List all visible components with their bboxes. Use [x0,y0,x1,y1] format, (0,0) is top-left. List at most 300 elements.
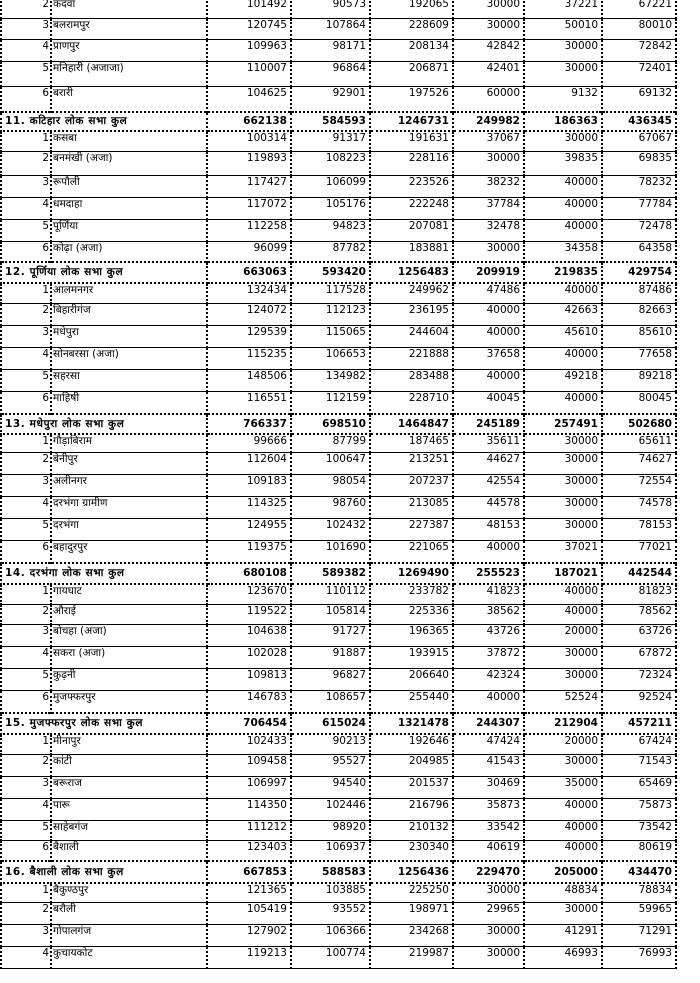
serial-number-cell: 4 [1,947,51,969]
assembly-name-cell: औराई [51,605,207,625]
assembly-name-cell: बरारी [51,87,207,112]
value-cell-col-2: 102432 [291,519,370,541]
assembly-name-cell: मीनापुर [51,734,207,755]
table-row [1,519,676,541]
value-cell-col-6: 80045 [602,392,676,414]
value-cell-col-4: 42401 [453,62,524,87]
table-row [1,370,676,392]
value-cell-col-3: 249962 [370,283,453,304]
value-cell-col-5: 212904 [524,713,602,734]
serial-number-cell: 1 [1,734,51,755]
value-cell-col-3: 244604 [370,326,453,348]
value-cell-col-5: 257491 [524,414,602,434]
value-cell-col-3: 221888 [370,348,453,370]
value-cell-col-3: 206640 [370,669,453,691]
value-cell-col-6: 89218 [602,370,676,392]
value-cell-col-2: 106099 [291,176,370,198]
assembly-name-cell: बहादुरपुर [51,541,207,563]
value-cell-col-5: 30000 [524,453,602,475]
value-cell-col-5: 52524 [524,691,602,713]
constituency-total-label: 16. बैशाली लोक सभा कुल [1,861,207,883]
table-row [1,475,676,497]
value-cell-col-5: 46993 [524,947,602,969]
value-cell-col-4: 245189 [453,414,524,434]
value-cell-col-2: 108657 [291,691,370,713]
value-cell-col-3: 225250 [370,883,453,903]
value-cell-col-5: 35000 [524,777,602,799]
assembly-name-cell: सोनबरसा (अजा) [51,348,207,370]
value-cell-col-3: 1321478 [370,713,453,734]
value-cell-col-4: 60000 [453,87,524,112]
serial-number-cell: 6 [1,691,51,713]
value-cell-col-1: 109458 [207,755,291,777]
value-cell-col-2: 108223 [291,152,370,176]
value-cell-col-3: 193915 [370,647,453,669]
serial-number-cell: 6 [1,87,51,112]
assembly-name-cell: कोढ़ा (अजा) [51,242,207,262]
table-row [1,605,676,625]
value-cell-col-6: 77658 [602,348,676,370]
serial-number-cell: 3 [1,625,51,647]
assembly-name-cell: मधेपुरा [51,326,207,348]
value-cell-col-1: 124072 [207,304,291,326]
value-cell-col-1: 706454 [207,713,291,734]
value-cell-col-1: 117427 [207,176,291,198]
value-cell-col-2: 87799 [291,434,370,453]
value-cell-col-5: 30000 [524,434,602,453]
value-cell-col-1: 104638 [207,625,291,647]
value-cell-col-3: 192646 [370,734,453,755]
value-cell-col-6: 436345 [602,112,676,131]
assembly-name-cell: मनिहारी (अजाजा) [51,62,207,87]
value-cell-col-5: 42663 [524,304,602,326]
value-cell-col-6: 67221 [602,0,676,19]
value-cell-col-2: 106653 [291,348,370,370]
value-cell-col-1: 119522 [207,605,291,625]
serial-number-cell: 2 [1,152,51,176]
value-cell-col-5: 41291 [524,925,602,947]
value-cell-col-5: 49218 [524,370,602,392]
assembly-name-cell: बैशाली [51,841,207,861]
value-cell-col-6: 71291 [602,925,676,947]
value-cell-col-4: 44578 [453,497,524,519]
value-cell-col-2: 105814 [291,605,370,625]
value-cell-col-6: 77784 [602,198,676,220]
value-cell-col-4: 41543 [453,755,524,777]
value-cell-col-6: 457211 [602,713,676,734]
value-cell-col-3: 191631 [370,131,453,152]
assembly-name-cell: कांटी [51,755,207,777]
value-cell-col-6: 85610 [602,326,676,348]
value-cell-col-1: 121365 [207,883,291,903]
value-cell-col-5: 37021 [524,541,602,563]
value-cell-col-2: 110112 [291,584,370,605]
value-cell-col-3: 206871 [370,62,453,87]
assembly-name-cell: पारू [51,799,207,821]
value-cell-col-5: 30000 [524,40,602,62]
serial-number-cell: 5 [1,220,51,242]
value-cell-col-4: 229470 [453,861,524,883]
serial-number-cell: 4 [1,647,51,669]
assembly-name-cell: बैकुण्ठपुर [51,883,207,903]
table-row [1,647,676,669]
value-cell-col-4: 244307 [453,713,524,734]
value-cell-col-2: 134982 [291,370,370,392]
value-cell-col-4: 30000 [453,242,524,262]
serial-number-cell: 3 [1,176,51,198]
value-cell-col-6: 65611 [602,434,676,453]
value-cell-col-1: 129539 [207,326,291,348]
value-cell-col-2: 96864 [291,62,370,87]
table-row [1,283,676,304]
assembly-name-cell: रूपौली [51,176,207,198]
value-cell-col-2: 96827 [291,669,370,691]
table-row [1,755,676,777]
value-cell-col-3: 216796 [370,799,453,821]
value-cell-col-4: 30000 [453,947,524,969]
value-cell-col-2: 98920 [291,821,370,841]
value-cell-col-6: 78834 [602,883,676,903]
value-cell-col-3: 1246731 [370,112,453,131]
serial-number-cell: 4 [1,348,51,370]
value-cell-col-4: 47486 [453,283,524,304]
value-cell-col-3: 228609 [370,19,453,40]
value-cell-col-5: 40000 [524,198,602,220]
value-cell-col-6: 67872 [602,647,676,669]
table-row [1,220,676,242]
value-cell-col-5: 186363 [524,112,602,131]
table-row [1,40,676,62]
value-cell-col-3: 1269490 [370,563,453,584]
value-cell-col-4: 30000 [453,19,524,40]
serial-number-cell: 3 [1,475,51,497]
value-cell-col-1: 112604 [207,453,291,475]
value-cell-col-2: 90213 [291,734,370,755]
value-cell-col-1: 99666 [207,434,291,453]
value-cell-col-5: 30000 [524,131,602,152]
table-row [1,176,676,198]
value-cell-col-1: 116551 [207,392,291,414]
value-cell-col-2: 106937 [291,841,370,861]
value-cell-col-5: 34358 [524,242,602,262]
assembly-name-cell: आलमनगर [51,283,207,304]
value-cell-col-5: 40000 [524,584,602,605]
value-cell-col-5: 205000 [524,861,602,883]
serial-number-cell: 5 [1,370,51,392]
assembly-name-cell: बलरामपुर [51,19,207,40]
value-cell-col-3: 255440 [370,691,453,713]
value-cell-col-1: 105419 [207,903,291,925]
value-cell-col-2: 94823 [291,220,370,242]
table-row [1,326,676,348]
value-cell-col-5: 40000 [524,283,602,304]
value-cell-col-2: 615024 [291,713,370,734]
value-cell-col-6: 442544 [602,563,676,584]
value-cell-col-6: 63726 [602,625,676,647]
value-cell-col-2: 584593 [291,112,370,131]
constituency-total-row [1,262,676,283]
value-cell-col-2: 115065 [291,326,370,348]
table-row [1,131,676,152]
assembly-name-cell: कुचायकोट [51,947,207,969]
table-row [1,691,676,713]
value-cell-col-4: 38232 [453,176,524,198]
value-cell-col-4: 42554 [453,475,524,497]
value-cell-col-6: 87486 [602,283,676,304]
value-cell-col-6: 76993 [602,947,676,969]
assembly-name-cell: पूर्णिया [51,220,207,242]
serial-number-cell: 2 [1,0,51,19]
value-cell-col-4: 40000 [453,541,524,563]
value-cell-col-1: 101492 [207,0,291,19]
value-cell-col-1: 119893 [207,152,291,176]
value-cell-col-4: 37658 [453,348,524,370]
constituency-total-row [1,713,676,734]
value-cell-col-6: 80010 [602,19,676,40]
value-cell-col-1: 112258 [207,220,291,242]
value-cell-col-2: 93552 [291,903,370,925]
value-cell-col-6: 74578 [602,497,676,519]
value-cell-col-4: 37872 [453,647,524,669]
value-cell-col-3: 183881 [370,242,453,262]
value-cell-col-4: 30469 [453,777,524,799]
assembly-name-cell: दरभंगा ग्रामीण [51,497,207,519]
value-cell-col-2: 91727 [291,625,370,647]
value-cell-col-4: 43726 [453,625,524,647]
serial-number-cell: 5 [1,62,51,87]
value-cell-col-4: 35611 [453,434,524,453]
value-cell-col-2: 98054 [291,475,370,497]
table-row [1,392,676,414]
value-cell-col-5: 40000 [524,392,602,414]
serial-number-cell: 3 [1,777,51,799]
value-cell-col-6: 80619 [602,841,676,861]
value-cell-col-1: 119375 [207,541,291,563]
table-row [1,584,676,605]
value-cell-col-6: 71543 [602,755,676,777]
value-cell-col-4: 42842 [453,40,524,62]
value-cell-col-3: 234268 [370,925,453,947]
table-row [1,348,676,370]
assembly-name-cell: प्राणपुर [51,40,207,62]
value-cell-col-4: 30000 [453,152,524,176]
constituency-total-row [1,414,676,434]
value-cell-col-1: 119213 [207,947,291,969]
value-cell-col-2: 105176 [291,198,370,220]
value-cell-col-2: 98760 [291,497,370,519]
constituency-total-label: 14. दरभंगा लोक सभा कुल [1,563,207,584]
value-cell-col-1: 115235 [207,348,291,370]
table-row [1,198,676,220]
assembly-name-cell: बरूराज [51,777,207,799]
table-row [1,841,676,861]
value-cell-col-3: 208134 [370,40,453,62]
value-cell-col-6: 72401 [602,62,676,87]
value-cell-col-1: 111212 [207,821,291,841]
value-cell-col-1: 123403 [207,841,291,861]
value-cell-col-2: 101690 [291,541,370,563]
value-cell-col-1: 106997 [207,777,291,799]
table-row [1,777,676,799]
value-cell-col-6: 78562 [602,605,676,625]
value-cell-col-1: 766337 [207,414,291,434]
assembly-name-cell: दरभंगा [51,519,207,541]
value-cell-col-4: 40000 [453,304,524,326]
value-cell-col-3: 236195 [370,304,453,326]
value-cell-col-4: 47424 [453,734,524,755]
assembly-name-cell: बरौली [51,903,207,925]
value-cell-col-1: 120745 [207,19,291,40]
value-cell-col-3: 227387 [370,519,453,541]
value-cell-col-4: 255523 [453,563,524,584]
constituency-total-label: 11. कटिहार लोक सभा कुल [1,112,207,131]
value-cell-col-2: 112159 [291,392,370,414]
value-cell-col-5: 30000 [524,647,602,669]
serial-number-cell: 4 [1,799,51,821]
value-cell-col-3: 219987 [370,947,453,969]
value-cell-col-2: 103885 [291,883,370,903]
value-cell-col-6: 78153 [602,519,676,541]
table-row [1,925,676,947]
serial-number-cell: 2 [1,453,51,475]
value-cell-col-2: 593420 [291,262,370,283]
value-cell-col-4: 29965 [453,903,524,925]
value-cell-col-2: 91317 [291,131,370,152]
value-cell-col-4: 40000 [453,691,524,713]
value-cell-col-2: 100647 [291,453,370,475]
table-row [1,434,676,453]
value-cell-col-4: 41823 [453,584,524,605]
value-cell-col-5: 40000 [524,176,602,198]
value-cell-col-2: 698510 [291,414,370,434]
value-cell-col-5: 30000 [524,475,602,497]
value-cell-col-2: 117528 [291,283,370,304]
value-cell-col-5: 45610 [524,326,602,348]
value-cell-col-3: 213251 [370,453,453,475]
value-cell-col-5: 50010 [524,19,602,40]
value-cell-col-5: 30000 [524,669,602,691]
serial-number-cell: 4 [1,198,51,220]
serial-number-cell: 5 [1,669,51,691]
value-cell-col-5: 37221 [524,0,602,19]
value-cell-col-2: 588583 [291,861,370,883]
value-cell-col-6: 65469 [602,777,676,799]
table-row [1,242,676,262]
serial-number-cell: 6 [1,392,51,414]
value-cell-col-1: 104625 [207,87,291,112]
table-row [1,62,676,87]
value-cell-col-1: 102433 [207,734,291,755]
serial-number-cell: 3 [1,925,51,947]
value-cell-col-4: 35873 [453,799,524,821]
value-cell-col-3: 204985 [370,755,453,777]
assembly-name-cell: गौड़ाबिराम [51,434,207,453]
value-cell-col-6: 67067 [602,131,676,152]
value-cell-col-2: 106366 [291,925,370,947]
value-cell-col-5: 30000 [524,519,602,541]
table-row [1,497,676,519]
value-cell-col-4: 30000 [453,883,524,903]
value-cell-col-3: 283488 [370,370,453,392]
serial-number-cell: 2 [1,903,51,925]
value-cell-col-6: 82663 [602,304,676,326]
value-cell-col-6: 502680 [602,414,676,434]
value-cell-col-6: 64358 [602,242,676,262]
value-cell-col-6: 74627 [602,453,676,475]
value-cell-col-6: 72478 [602,220,676,242]
assembly-name-cell: बेनीपुर [51,453,207,475]
value-cell-col-3: 207081 [370,220,453,242]
constituency-total-row [1,861,676,883]
value-cell-col-5: 40000 [524,605,602,625]
value-cell-col-2: 107864 [291,19,370,40]
value-cell-col-6: 59965 [602,903,676,925]
assembly-name-cell: गायघाट [51,584,207,605]
table-row [1,799,676,821]
value-cell-col-5: 40000 [524,348,602,370]
value-cell-col-3: 230340 [370,841,453,861]
value-cell-col-1: 132434 [207,283,291,304]
value-cell-col-4: 30000 [453,925,524,947]
table-body [1,0,676,969]
value-cell-col-1: 680108 [207,563,291,584]
value-cell-col-4: 38562 [453,605,524,625]
value-cell-col-1: 148506 [207,370,291,392]
value-cell-col-2: 90573 [291,0,370,19]
value-cell-col-3: 198971 [370,903,453,925]
serial-number-cell: 3 [1,326,51,348]
value-cell-col-3: 210132 [370,821,453,841]
value-cell-col-5: 20000 [524,734,602,755]
serial-number-cell: 4 [1,497,51,519]
value-cell-col-2: 95527 [291,755,370,777]
assembly-name-cell: कुढ़नी [51,669,207,691]
value-cell-col-5: 20000 [524,625,602,647]
table-row [1,453,676,475]
value-cell-col-3: 1256483 [370,262,453,283]
assembly-name-cell: गोपालगंज [51,925,207,947]
value-cell-col-1: 124955 [207,519,291,541]
value-cell-col-4: 44627 [453,453,524,475]
value-cell-col-2: 87782 [291,242,370,262]
assembly-name-cell: कदवा [51,0,207,19]
value-cell-col-6: 81823 [602,584,676,605]
table-row [1,734,676,755]
value-cell-col-2: 91887 [291,647,370,669]
serial-number-cell: 3 [1,19,51,40]
value-cell-col-5: 30000 [524,497,602,519]
assembly-name-cell: साहेबगंज [51,821,207,841]
value-cell-col-6: 69132 [602,87,676,112]
value-cell-col-2: 92901 [291,87,370,112]
value-cell-col-2: 94540 [291,777,370,799]
value-cell-col-3: 228710 [370,392,453,414]
value-cell-col-4: 40000 [453,370,524,392]
value-cell-col-5: 219835 [524,262,602,283]
value-cell-col-4: 42324 [453,669,524,691]
value-cell-col-3: 197526 [370,87,453,112]
value-cell-col-3: 207237 [370,475,453,497]
constituency-total-label: 15. मुजफ्फरपुर लोक सभा कुल [1,713,207,734]
value-cell-col-5: 30000 [524,62,602,87]
table-row [1,625,676,647]
assembly-name-cell: बनमंखी (अजा) [51,152,207,176]
value-cell-col-3: 1464847 [370,414,453,434]
value-cell-col-1: 127902 [207,925,291,947]
assembly-name-cell: अलीनगर [51,475,207,497]
value-cell-col-5: 48834 [524,883,602,903]
value-cell-col-5: 9132 [524,87,602,112]
